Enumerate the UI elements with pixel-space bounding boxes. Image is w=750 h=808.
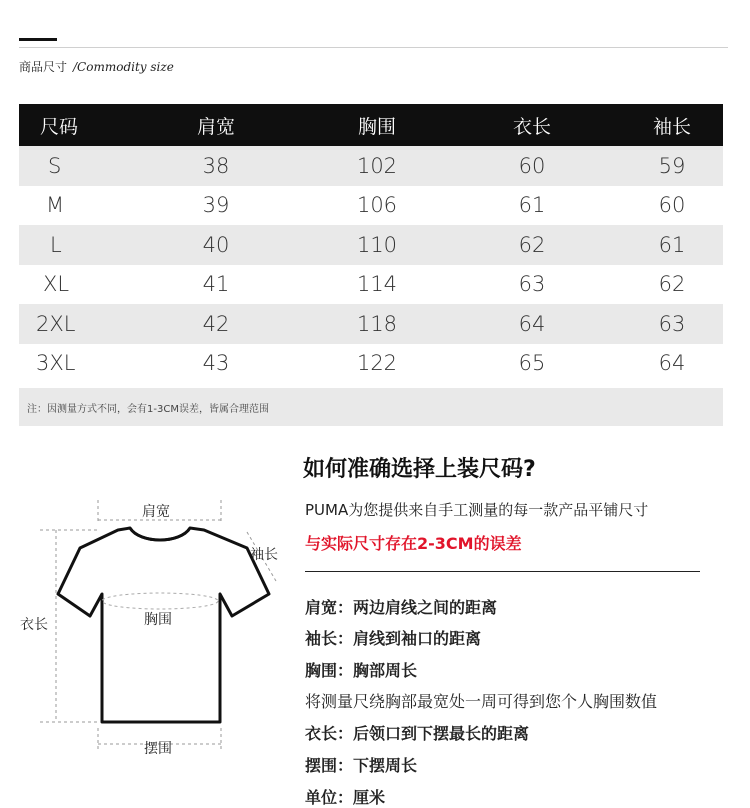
table-cell: 64 bbox=[658, 351, 686, 376]
table-cell: 106 bbox=[356, 193, 398, 218]
table-cell: 63 bbox=[658, 311, 686, 336]
hem-label: 摆围 bbox=[144, 741, 172, 757]
table-cell: 60 bbox=[518, 153, 546, 178]
tshirt-illustration bbox=[14, 490, 294, 780]
table-cell: 118 bbox=[356, 311, 398, 336]
size-table-header bbox=[19, 104, 723, 146]
column-header: 尺码 bbox=[39, 115, 78, 138]
table-cell: 61 bbox=[518, 193, 546, 218]
guide-line-unit: 单位：厘米 bbox=[305, 788, 386, 807]
size-cell: M bbox=[46, 193, 65, 218]
table-cell: 42 bbox=[202, 311, 230, 336]
table-row bbox=[19, 265, 723, 305]
size-cell: XL bbox=[43, 272, 70, 297]
size-cell: S bbox=[48, 153, 62, 178]
header-accent-bar bbox=[19, 38, 57, 41]
table-cell: 114 bbox=[356, 272, 398, 297]
section-title-en: /Commodity size bbox=[73, 60, 174, 74]
measurement-note-text: 注：因测量方式不同，会有1-3CM误差，皆属合理范围 bbox=[27, 403, 269, 415]
size-cell: L bbox=[50, 232, 62, 257]
table-cell: 110 bbox=[356, 232, 398, 257]
guide-line-shoulder: 肩宽：两边肩线之间的距离 bbox=[305, 598, 498, 617]
table-row bbox=[19, 225, 723, 265]
table-cell: 40 bbox=[202, 232, 230, 257]
length-label: 衣长 bbox=[20, 617, 48, 633]
column-header: 肩宽 bbox=[196, 115, 235, 138]
table-cell: 102 bbox=[356, 153, 398, 178]
table-cell: 65 bbox=[518, 351, 546, 376]
table-cell: 59 bbox=[658, 153, 686, 178]
table-row bbox=[19, 186, 723, 226]
measurement-note bbox=[19, 388, 723, 426]
size-table bbox=[19, 104, 723, 383]
column-header: 胸围 bbox=[357, 115, 396, 138]
sleeve-label: 袖长 bbox=[250, 547, 278, 563]
table-cell: 39 bbox=[202, 193, 230, 218]
guide-line-chest-tip: 将测量尺绕胸部最宽处一周可得到您个人胸围数值 bbox=[305, 692, 658, 711]
table-cell: 43 bbox=[202, 351, 230, 376]
table-cell: 41 bbox=[202, 272, 230, 297]
guide-divider bbox=[305, 571, 700, 572]
table-cell: 62 bbox=[658, 272, 686, 297]
header-divider bbox=[19, 47, 728, 48]
table-row bbox=[19, 344, 723, 384]
table-row bbox=[19, 146, 723, 186]
chest-label: 胸围 bbox=[144, 612, 172, 628]
size-cell: 3XL bbox=[36, 351, 76, 376]
size-guide-title: 如何准确选择上装尺码? bbox=[303, 457, 536, 482]
table-cell: 60 bbox=[658, 193, 686, 218]
size-cell: 2XL bbox=[36, 311, 76, 336]
guide-line-chest: 胸围：胸部周长 bbox=[305, 661, 418, 680]
table-cell: 64 bbox=[518, 311, 546, 336]
table-cell: 61 bbox=[658, 232, 686, 257]
tshirt-diagram bbox=[14, 490, 294, 780]
guide-line-length: 衣长：后领口到下摆最长的距离 bbox=[305, 724, 530, 743]
size-guide-warning: 与实际尺寸存在2-3CM的误差 bbox=[305, 534, 522, 553]
guide-line-hem: 摆围：下摆周长 bbox=[305, 756, 418, 775]
column-header: 衣长 bbox=[512, 115, 551, 138]
table-cell: 63 bbox=[518, 272, 546, 297]
guide-line-sleeve: 袖长：肩线到袖口的距离 bbox=[305, 629, 482, 648]
table-cell: 38 bbox=[202, 153, 230, 178]
table-cell: 122 bbox=[356, 351, 398, 376]
shoulder-label: 肩宽 bbox=[142, 504, 170, 520]
size-guide-intro: PUMA为您提供来自手工测量的每一款产品平铺尺寸 bbox=[305, 501, 649, 519]
table-cell: 62 bbox=[518, 232, 546, 257]
section-title-cn: 商品尺寸 bbox=[19, 60, 68, 74]
section-title bbox=[19, 58, 174, 75]
column-header: 袖长 bbox=[652, 115, 691, 138]
table-row bbox=[19, 304, 723, 344]
